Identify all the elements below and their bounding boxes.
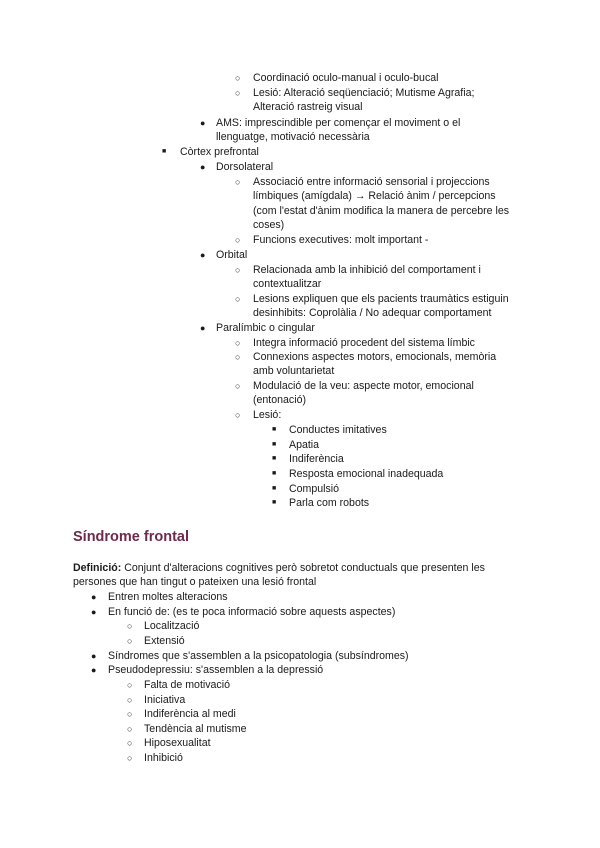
list-item-text: Lesions expliquen que els pacients traumàtics estiguin — [253, 293, 509, 305]
circle-bullet-icon: ○ — [235, 410, 241, 420]
square-bullet-icon: ■ — [272, 441, 277, 448]
list-item-text: Paralímbic o cingular — [216, 322, 315, 334]
list-item-text: límbiques (amígdala) → Relació ànim / percepcions — [253, 190, 496, 202]
list-item-text: Extensió — [144, 635, 185, 647]
circle-bullet-icon: ○ — [235, 265, 241, 275]
circle-bullet-icon: ○ — [127, 636, 133, 646]
list-item-text: Indiferència al medi — [144, 708, 236, 720]
list-item-text: Pseudodepressiu: s'assemblen a la depressió — [108, 664, 324, 676]
circle-bullet-icon: ○ — [127, 680, 133, 690]
list-item-text: AMS: imprescindible per començar el moviment o el — [216, 117, 461, 129]
list-item-text: Relacionada amb la inhibició del comportament i — [253, 264, 481, 276]
list-item-text: Síndromes que s'assemblen a la psicopatologia (subsíndromes) — [108, 650, 409, 662]
list-item-text: Indiferència — [289, 453, 344, 465]
list-item-text: Alteració rastreig visual — [253, 101, 363, 113]
list-item-text: Localització — [144, 620, 200, 632]
list-item-text: amb voluntarietat — [253, 365, 335, 377]
list-item-text: Associació entre informació sensorial i projeccions — [253, 176, 490, 188]
list-item-text: Dorsolateral — [216, 161, 274, 173]
list-item-text: Tendència al mutisme — [144, 723, 247, 735]
disc-bullet-icon: ● — [91, 651, 97, 661]
disc-bullet-icon: ● — [200, 323, 206, 333]
disc-bullet-icon: ● — [91, 665, 97, 675]
list-item-text: Integra informació procedent del sistema límbic — [253, 337, 475, 349]
definition-text: persones que han tingut o pateixen una lesió frontal — [73, 576, 317, 588]
disc-bullet-icon: ● — [200, 118, 206, 128]
circle-bullet-icon: ○ — [235, 352, 241, 362]
square-bullet-icon: ■ — [272, 470, 277, 477]
section-heading: Síndrome frontal — [73, 529, 190, 545]
list-item-text: Resposta emocional inadequada — [289, 468, 444, 480]
definition-text: Conjunt d'alteracions cognitives però sobretot conductuals que presenten les — [121, 562, 485, 574]
definition-label: Definició: — [73, 562, 122, 574]
list-item-text: desinhibits: Coprolàlia / No adequar comportament — [253, 307, 492, 319]
circle-bullet-icon: ○ — [127, 753, 133, 763]
circle-bullet-icon: ○ — [127, 709, 133, 719]
circle-bullet-icon: ○ — [235, 88, 241, 98]
list-item-text: Inhibició — [144, 752, 183, 764]
list-item-text: Modulació de la veu: aspecte motor, emocional — [253, 380, 474, 392]
definition-line — [73, 561, 485, 576]
list-item-text: llenguatge, motivació necessària — [216, 131, 370, 143]
list-item-text: Parla com robots — [289, 497, 370, 509]
circle-bullet-icon: ○ — [235, 381, 241, 391]
list-item-text: (entonació) — [253, 394, 306, 406]
list-item-text: coses) — [253, 219, 285, 231]
circle-bullet-icon: ○ — [235, 235, 241, 245]
list-item-text: Coordinació oculo-manual i oculo-bucal — [253, 72, 439, 84]
square-bullet-icon: ■ — [272, 426, 277, 433]
circle-bullet-icon: ○ — [127, 724, 133, 734]
list-item-text: Entren moltes alteracions — [108, 591, 228, 603]
list-item-text: contextualitzar — [253, 278, 322, 290]
list-item-text: Còrtex prefrontal — [180, 146, 259, 158]
disc-bullet-icon: ● — [91, 607, 97, 617]
list-item-text: Apatia — [289, 439, 320, 451]
list-item-text: Falta de motivació — [144, 679, 230, 691]
list-item-text: Lesió: — [253, 409, 282, 421]
circle-bullet-icon: ○ — [235, 294, 241, 304]
circle-bullet-icon: ○ — [235, 73, 241, 83]
square-bullet-icon: ■ — [272, 455, 277, 462]
list-item-text: Connexions aspectes motors, emocionals, memòria — [253, 351, 497, 363]
list-item-text: Conductes imitatives — [289, 424, 387, 436]
square-bullet-icon: ■ — [162, 148, 167, 155]
circle-bullet-icon: ○ — [127, 738, 133, 748]
circle-bullet-icon: ○ — [235, 338, 241, 348]
list-item-text: Orbital — [216, 249, 248, 261]
square-bullet-icon: ■ — [272, 499, 277, 506]
disc-bullet-icon: ● — [200, 162, 206, 172]
list-item-text: Hiposexualitat — [144, 737, 211, 749]
list-item-text: En funció de: (es te poca informació sobre aquests aspectes) — [108, 606, 396, 618]
list-item-text: Iniciativa — [144, 694, 186, 706]
circle-bullet-icon: ○ — [127, 695, 133, 705]
list-item-text: Lesió: Alteració seqüenciació; Mutisme Agrafia; — [253, 87, 475, 99]
circle-bullet-icon: ○ — [127, 621, 133, 631]
disc-bullet-icon: ● — [200, 250, 206, 260]
list-item-text: Compulsió — [289, 483, 340, 495]
list-item-text: (com l'estat d'ànim modifica la manera de percebre les — [253, 205, 510, 217]
square-bullet-icon: ■ — [272, 485, 277, 492]
list-item-text: Funcions executives: molt important - — [253, 234, 429, 246]
disc-bullet-icon: ● — [91, 592, 97, 602]
circle-bullet-icon: ○ — [235, 177, 241, 187]
